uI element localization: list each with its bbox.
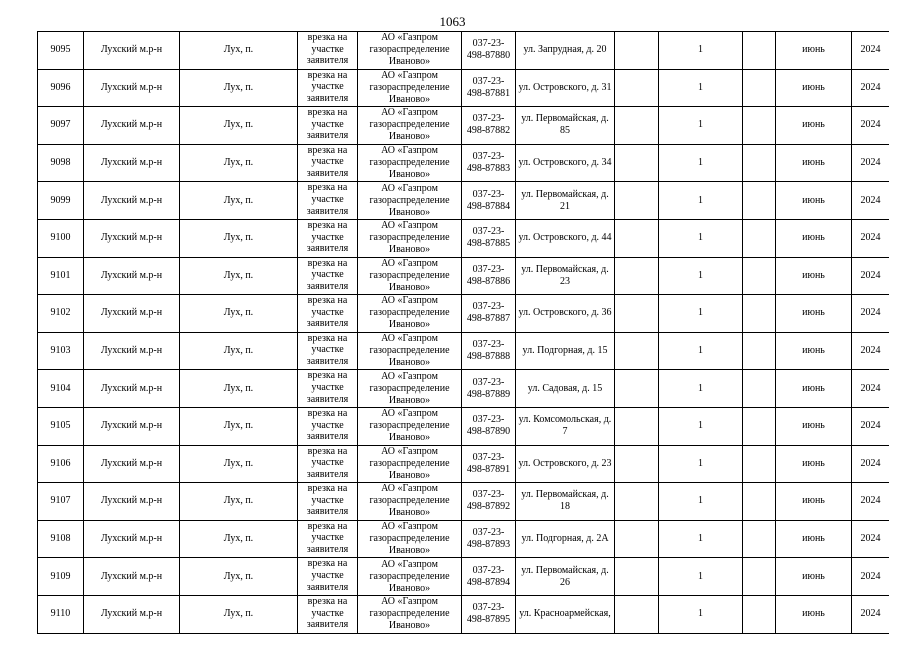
locality-cell: Лух, п. bbox=[180, 520, 298, 558]
locality-cell: Лух, п. bbox=[180, 558, 298, 596]
district-cell: Лухский м.р-н bbox=[84, 257, 180, 295]
address-cell: ул. Первомайская, д. 85 bbox=[516, 107, 615, 145]
code-cell: 037-23-498-87883 bbox=[462, 144, 516, 182]
table-row bbox=[38, 445, 890, 483]
year-cell: 2024 bbox=[852, 182, 890, 220]
empty-cell bbox=[615, 558, 659, 596]
empty-cell bbox=[743, 370, 776, 408]
month-cell: июнь bbox=[776, 445, 852, 483]
district-cell: Лухский м.р-н bbox=[84, 370, 180, 408]
address-cell: ул. Комсомольская, д. 7 bbox=[516, 407, 615, 445]
locality-cell: Лух, п. bbox=[180, 445, 298, 483]
year-cell: 2024 bbox=[852, 257, 890, 295]
address-cell: ул. Островского, д. 44 bbox=[516, 219, 615, 257]
quantity-cell: 1 bbox=[659, 558, 743, 596]
quantity-cell: 1 bbox=[659, 219, 743, 257]
code-cell: 037-23-498-87885 bbox=[462, 219, 516, 257]
month-cell: июнь bbox=[776, 144, 852, 182]
address-cell: ул. Красноармейская, bbox=[516, 595, 615, 633]
district-cell: Лухский м.р-н bbox=[84, 69, 180, 107]
address-cell: ул. Первомайская, д. 26 bbox=[516, 558, 615, 596]
code-cell: 037-23-498-87884 bbox=[462, 182, 516, 220]
month-cell: июнь bbox=[776, 107, 852, 145]
empty-cell bbox=[615, 32, 659, 70]
district-cell: Лухский м.р-н bbox=[84, 295, 180, 333]
code-cell: 037-23-498-87891 bbox=[462, 445, 516, 483]
district-cell: Лухский м.р-н bbox=[84, 595, 180, 633]
month-cell: июнь bbox=[776, 219, 852, 257]
work-type-cell: врезка на участке заявителя bbox=[298, 520, 358, 558]
district-cell: Лухский м.р-н bbox=[84, 483, 180, 521]
district-cell: Лухский м.р-н bbox=[84, 107, 180, 145]
organization-cell: АО «Газпром газораспределение Иваново» bbox=[358, 595, 462, 633]
quantity-cell: 1 bbox=[659, 370, 743, 408]
empty-cell bbox=[615, 107, 659, 145]
address-cell: ул. Островского, д. 23 bbox=[516, 445, 615, 483]
address-cell: ул. Островского, д. 34 bbox=[516, 144, 615, 182]
locality-cell: Лух, п. bbox=[180, 69, 298, 107]
quantity-cell: 1 bbox=[659, 407, 743, 445]
code-cell: 037-23-498-87880 bbox=[462, 32, 516, 70]
locality-cell: Лух, п. bbox=[180, 332, 298, 370]
work-type-cell: врезка на участке заявителя bbox=[298, 295, 358, 333]
empty-cell bbox=[615, 257, 659, 295]
page-number: 1063 bbox=[439, 14, 466, 29]
address-cell: ул. Первомайская, д. 23 bbox=[516, 257, 615, 295]
locality-cell: Лух, п. bbox=[180, 219, 298, 257]
year-cell: 2024 bbox=[852, 520, 890, 558]
table-row bbox=[38, 182, 890, 220]
year-cell: 2024 bbox=[852, 32, 890, 70]
empty-cell bbox=[743, 107, 776, 145]
year-cell: 2024 bbox=[852, 332, 890, 370]
locality-cell: Лух, п. bbox=[180, 257, 298, 295]
locality-cell: Лух, п. bbox=[180, 370, 298, 408]
record-number-cell: 9096 bbox=[38, 69, 84, 107]
quantity-cell: 1 bbox=[659, 32, 743, 70]
table-row bbox=[38, 144, 890, 182]
work-type-cell: врезка на участке заявителя bbox=[298, 219, 358, 257]
table-row bbox=[38, 332, 890, 370]
quantity-cell: 1 bbox=[659, 182, 743, 220]
code-cell: 037-23-498-87893 bbox=[462, 520, 516, 558]
work-type-cell: врезка на участке заявителя bbox=[298, 32, 358, 70]
table-row bbox=[38, 407, 890, 445]
table-row bbox=[38, 483, 890, 521]
quantity-cell: 1 bbox=[659, 107, 743, 145]
empty-cell bbox=[615, 595, 659, 633]
code-cell: 037-23-498-87894 bbox=[462, 558, 516, 596]
empty-cell bbox=[615, 370, 659, 408]
month-cell: июнь bbox=[776, 332, 852, 370]
empty-cell bbox=[615, 219, 659, 257]
quantity-cell: 1 bbox=[659, 257, 743, 295]
month-cell: июнь bbox=[776, 32, 852, 70]
record-number-cell: 9098 bbox=[38, 144, 84, 182]
address-cell: ул. Островского, д. 31 bbox=[516, 69, 615, 107]
year-cell: 2024 bbox=[852, 407, 890, 445]
record-number-cell: 9109 bbox=[38, 558, 84, 596]
organization-cell: АО «Газпром газораспределение Иваново» bbox=[358, 257, 462, 295]
work-type-cell: врезка на участке заявителя bbox=[298, 257, 358, 295]
quantity-cell: 1 bbox=[659, 332, 743, 370]
year-cell: 2024 bbox=[852, 370, 890, 408]
district-cell: Лухский м.р-н bbox=[84, 558, 180, 596]
address-cell: ул. Первомайская, д. 18 bbox=[516, 483, 615, 521]
empty-cell bbox=[743, 483, 776, 521]
empty-cell bbox=[743, 558, 776, 596]
district-cell: Лухский м.р-н bbox=[84, 219, 180, 257]
code-cell: 037-23-498-87881 bbox=[462, 69, 516, 107]
work-type-cell: врезка на участке заявителя bbox=[298, 558, 358, 596]
empty-cell bbox=[615, 182, 659, 220]
table-body bbox=[38, 32, 890, 634]
empty-cell bbox=[743, 257, 776, 295]
locality-cell: Лух, п. bbox=[180, 144, 298, 182]
record-number-cell: 9104 bbox=[38, 370, 84, 408]
district-cell: Лухский м.р-н bbox=[84, 182, 180, 220]
organization-cell: АО «Газпром газораспределение Иваново» bbox=[358, 182, 462, 220]
table-row bbox=[38, 32, 890, 70]
locality-cell: Лух, п. bbox=[180, 407, 298, 445]
empty-cell bbox=[743, 144, 776, 182]
quantity-cell: 1 bbox=[659, 445, 743, 483]
code-cell: 037-23-498-87889 bbox=[462, 370, 516, 408]
table-row bbox=[38, 370, 890, 408]
empty-cell bbox=[743, 69, 776, 107]
locality-cell: Лух, п. bbox=[180, 182, 298, 220]
year-cell: 2024 bbox=[852, 595, 890, 633]
month-cell: июнь bbox=[776, 520, 852, 558]
organization-cell: АО «Газпром газораспределение Иваново» bbox=[358, 32, 462, 70]
month-cell: июнь bbox=[776, 595, 852, 633]
month-cell: июнь bbox=[776, 69, 852, 107]
work-type-cell: врезка на участке заявителя bbox=[298, 483, 358, 521]
code-cell: 037-23-498-87886 bbox=[462, 257, 516, 295]
locality-cell: Лух, п. bbox=[180, 483, 298, 521]
work-type-cell: врезка на участке заявителя bbox=[298, 595, 358, 633]
record-number-cell: 9100 bbox=[38, 219, 84, 257]
district-cell: Лухский м.р-н bbox=[84, 144, 180, 182]
empty-cell bbox=[743, 32, 776, 70]
organization-cell: АО «Газпром газораспределение Иваново» bbox=[358, 558, 462, 596]
empty-cell bbox=[615, 332, 659, 370]
empty-cell bbox=[743, 520, 776, 558]
month-cell: июнь bbox=[776, 483, 852, 521]
empty-cell bbox=[615, 144, 659, 182]
month-cell: июнь bbox=[776, 407, 852, 445]
code-cell: 037-23-498-87890 bbox=[462, 407, 516, 445]
locality-cell: Лух, п. bbox=[180, 595, 298, 633]
year-cell: 2024 bbox=[852, 295, 890, 333]
work-type-cell: врезка на участке заявителя bbox=[298, 445, 358, 483]
organization-cell: АО «Газпром газораспределение Иваново» bbox=[358, 370, 462, 408]
work-type-cell: врезка на участке заявителя bbox=[298, 332, 358, 370]
code-cell: 037-23-498-87882 bbox=[462, 107, 516, 145]
record-number-cell: 9099 bbox=[38, 182, 84, 220]
locality-cell: Лух, п. bbox=[180, 32, 298, 70]
organization-cell: АО «Газпром газораспределение Иваново» bbox=[358, 69, 462, 107]
work-type-cell: врезка на участке заявителя bbox=[298, 182, 358, 220]
work-type-cell: врезка на участке заявителя bbox=[298, 144, 358, 182]
organization-cell: АО «Газпром газораспределение Иваново» bbox=[358, 219, 462, 257]
quantity-cell: 1 bbox=[659, 69, 743, 107]
district-cell: Лухский м.р-н bbox=[84, 407, 180, 445]
record-number-cell: 9105 bbox=[38, 407, 84, 445]
empty-cell bbox=[615, 295, 659, 333]
empty-cell bbox=[615, 520, 659, 558]
organization-cell: АО «Газпром газораспределение Иваново» bbox=[358, 483, 462, 521]
work-type-cell: врезка на участке заявителя bbox=[298, 69, 358, 107]
empty-cell bbox=[615, 407, 659, 445]
year-cell: 2024 bbox=[852, 219, 890, 257]
code-cell: 037-23-498-87895 bbox=[462, 595, 516, 633]
empty-cell bbox=[743, 445, 776, 483]
empty-cell bbox=[743, 219, 776, 257]
work-type-cell: врезка на участке заявителя bbox=[298, 107, 358, 145]
address-cell: ул. Подгорная, д. 2А bbox=[516, 520, 615, 558]
record-number-cell: 9106 bbox=[38, 445, 84, 483]
empty-cell bbox=[615, 445, 659, 483]
table-row bbox=[38, 69, 890, 107]
table-container bbox=[37, 31, 889, 651]
year-cell: 2024 bbox=[852, 483, 890, 521]
district-cell: Лухский м.р-н bbox=[84, 332, 180, 370]
month-cell: июнь bbox=[776, 370, 852, 408]
table-row bbox=[38, 558, 890, 596]
empty-cell bbox=[743, 182, 776, 220]
quantity-cell: 1 bbox=[659, 295, 743, 333]
month-cell: июнь bbox=[776, 558, 852, 596]
empty-cell bbox=[743, 595, 776, 633]
code-cell: 037-23-498-87888 bbox=[462, 332, 516, 370]
record-number-cell: 9102 bbox=[38, 295, 84, 333]
organization-cell: АО «Газпром газораспределение Иваново» bbox=[358, 295, 462, 333]
address-cell: ул. Запрудная, д. 20 bbox=[516, 32, 615, 70]
district-cell: Лухский м.р-н bbox=[84, 520, 180, 558]
organization-cell: АО «Газпром газораспределение Иваново» bbox=[358, 407, 462, 445]
district-cell: Лухский м.р-н bbox=[84, 32, 180, 70]
organization-cell: АО «Газпром газораспределение Иваново» bbox=[358, 520, 462, 558]
work-type-cell: врезка на участке заявителя bbox=[298, 370, 358, 408]
organization-cell: АО «Газпром газораспределение Иваново» bbox=[358, 445, 462, 483]
record-number-cell: 9110 bbox=[38, 595, 84, 633]
empty-cell bbox=[615, 69, 659, 107]
month-cell: июнь bbox=[776, 295, 852, 333]
record-number-cell: 9107 bbox=[38, 483, 84, 521]
table-row bbox=[38, 595, 890, 633]
address-cell: ул. Подгорная, д. 15 bbox=[516, 332, 615, 370]
address-cell: ул. Первомайская, д. 21 bbox=[516, 182, 615, 220]
table-row bbox=[38, 107, 890, 145]
empty-cell bbox=[743, 407, 776, 445]
empty-cell bbox=[743, 295, 776, 333]
table-row bbox=[38, 295, 890, 333]
work-type-cell: врезка на участке заявителя bbox=[298, 407, 358, 445]
district-cell: Лухский м.р-н bbox=[84, 445, 180, 483]
record-number-cell: 9095 bbox=[38, 32, 84, 70]
organization-cell: АО «Газпром газораспределение Иваново» bbox=[358, 144, 462, 182]
record-number-cell: 9097 bbox=[38, 107, 84, 145]
year-cell: 2024 bbox=[852, 107, 890, 145]
month-cell: июнь bbox=[776, 257, 852, 295]
code-cell: 037-23-498-87892 bbox=[462, 483, 516, 521]
data-table bbox=[37, 31, 889, 634]
table-row bbox=[38, 520, 890, 558]
quantity-cell: 1 bbox=[659, 144, 743, 182]
quantity-cell: 1 bbox=[659, 595, 743, 633]
locality-cell: Лух, п. bbox=[180, 107, 298, 145]
year-cell: 2024 bbox=[852, 144, 890, 182]
organization-cell: АО «Газпром газораспределение Иваново» bbox=[358, 107, 462, 145]
quantity-cell: 1 bbox=[659, 483, 743, 521]
record-number-cell: 9103 bbox=[38, 332, 84, 370]
table-row bbox=[38, 219, 890, 257]
record-number-cell: 9108 bbox=[38, 520, 84, 558]
code-cell: 037-23-498-87887 bbox=[462, 295, 516, 333]
year-cell: 2024 bbox=[852, 69, 890, 107]
locality-cell: Лух, п. bbox=[180, 295, 298, 333]
empty-cell bbox=[615, 483, 659, 521]
organization-cell: АО «Газпром газораспределение Иваново» bbox=[358, 332, 462, 370]
year-cell: 2024 bbox=[852, 445, 890, 483]
table-row bbox=[38, 257, 890, 295]
address-cell: ул. Садовая, д. 15 bbox=[516, 370, 615, 408]
year-cell: 2024 bbox=[852, 558, 890, 596]
month-cell: июнь bbox=[776, 182, 852, 220]
record-number-cell: 9101 bbox=[38, 257, 84, 295]
quantity-cell: 1 bbox=[659, 520, 743, 558]
address-cell: ул. Островского, д. 36 bbox=[516, 295, 615, 333]
empty-cell bbox=[743, 332, 776, 370]
